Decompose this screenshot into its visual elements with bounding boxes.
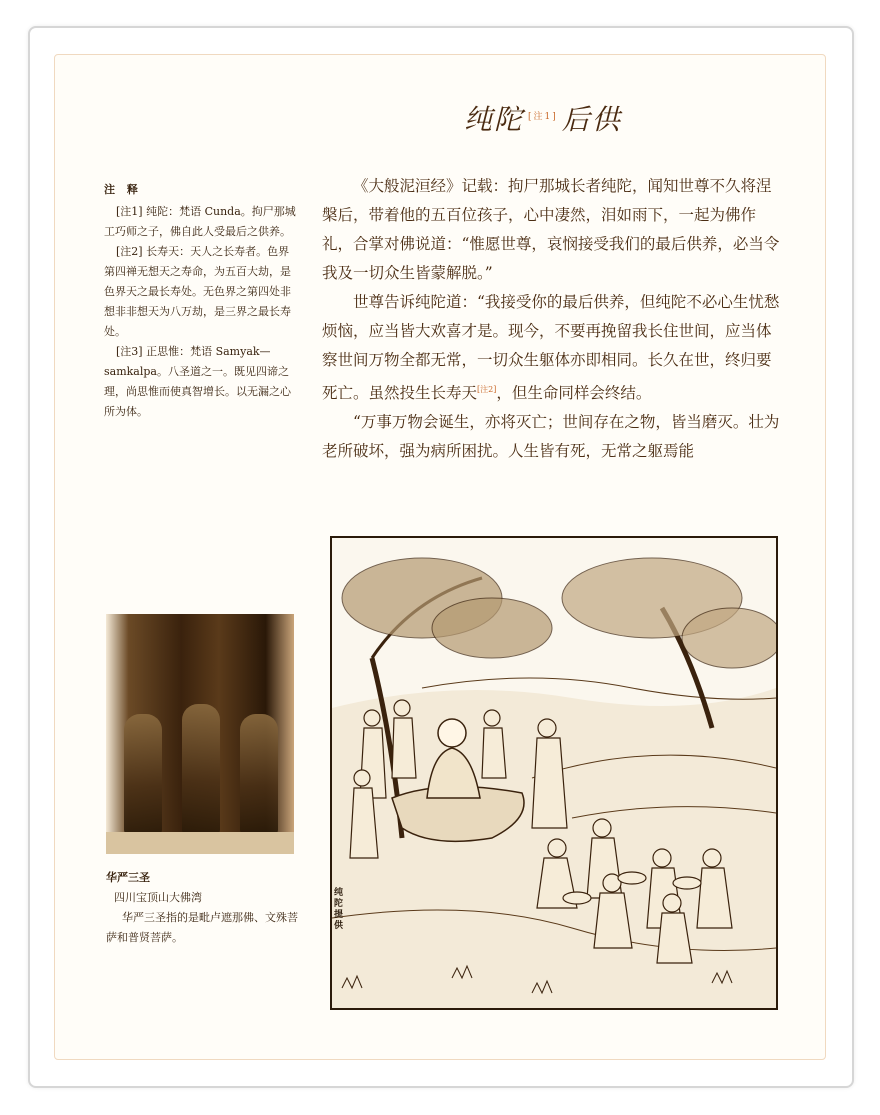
illustration-drawing [332, 538, 776, 1008]
body-paragraph-2-part-2: ，但生命同样会终结。 [496, 384, 652, 403]
body-paragraph-3: “万事万物会诞生，亦将灭亡；世间存在之物，皆当磨灭。壮为老所破坏，强为病所困扰。人生皆有死，无常之躯焉能 [322, 413, 780, 461]
body-paragraph-2-part-1: 世尊告诉纯陀道：“我接受你的最后供养，但纯陀不必心生忧愁烦恼，应当皆大欢喜才是。现今，不要再挽留我长住世间，应当体察世间万物全都无常，一切众生躯体亦即相同。长久在世，终归要死亡。虽然投生长寿天 [322, 293, 780, 403]
body-paragraph-2 [322, 288, 782, 408]
note-1: [注1] 纯陀：梵语 Cunda。拘尸那城工巧师之子，佛自此人受最后之供养。 [104, 205, 296, 238]
title-main-part-2: 后供 [561, 103, 622, 136]
note-3: [注3] 正思惟：梵语 Samyak—samkalpa。八圣道之一。既见四谛之理，尚思惟而使真智增长。以无漏之心所为体。 [104, 345, 291, 418]
statue-figure-center [182, 704, 220, 834]
note-2: [注2] 长寿天：天人之长寿者。色界第四禅无想天之寿命，为五百大劫，是色界天之最长寿处。无色界之第四处非想非非想天为八万劫，是三界之最长寿处。 [104, 245, 291, 338]
three-sages-photo [106, 614, 294, 854]
photo-caption-title: 华严三圣 [106, 871, 150, 884]
photo-caption-description: 华严三圣指的是毗卢遮那佛、文殊菩萨和普贤菩萨。 [106, 911, 298, 944]
notes-sidebar [104, 180, 300, 422]
photo-caption-location: 四川宝顶山大佛湾 [114, 891, 202, 904]
title-main-part-1: 纯陀 [464, 103, 525, 136]
main-body-text [322, 172, 782, 466]
statue-figure-left [124, 714, 162, 834]
notes-heading: 注 释 [104, 183, 142, 196]
title-note-ref: [注1] [528, 111, 558, 122]
illustration-caption: 纯陀提供 [334, 888, 344, 931]
cunda-offering-illustration [330, 536, 778, 1010]
page-title [464, 98, 622, 138]
photo-base [106, 832, 294, 854]
body-note-ref-2: [注2] [477, 385, 497, 394]
body-paragraph-1: 《大般泥洹经》记载：拘尸那城长者纯陀，闻知世尊不久将涅槃后，带着他的五百位孩子，心中凄然，泪如雨下，一起为佛作礼，合掌对佛说道：“惟愿世尊，哀悯接受我们的最后供养，必当令我及一切众生皆蒙解脱。” [322, 177, 780, 282]
statue-figure-right [240, 714, 278, 834]
photo-caption [106, 868, 306, 948]
